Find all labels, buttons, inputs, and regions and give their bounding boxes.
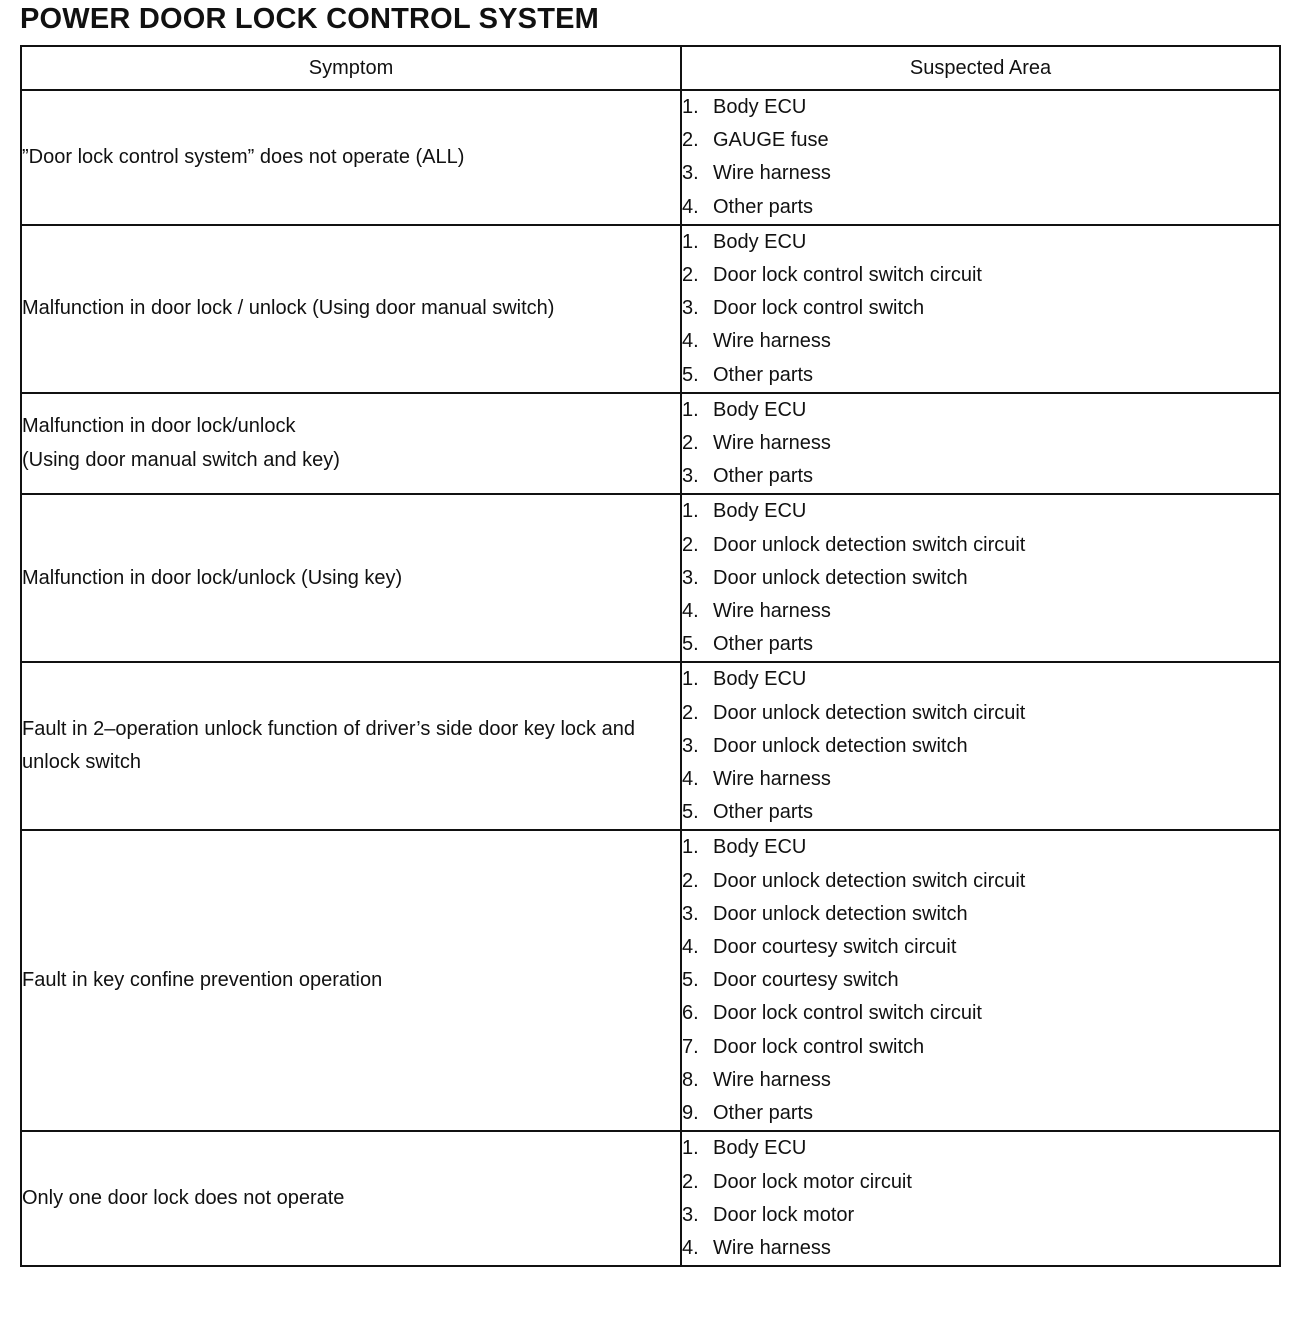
list-item [682, 595, 1279, 628]
list-number: 7. [682, 1035, 699, 1058]
table-row [21, 225, 1280, 393]
table-row [21, 1131, 1280, 1266]
list-number: 3. [682, 162, 699, 185]
list-number: 8. [682, 1068, 699, 1091]
list-item [682, 1166, 1279, 1199]
list-item [682, 157, 1279, 190]
diagnosis-table [20, 45, 1281, 1267]
list-item [682, 495, 1279, 528]
suspected-area-text: Door unlock detection switch [713, 566, 968, 589]
suspected-area-text: Other parts [713, 801, 814, 824]
list-item [682, 730, 1279, 763]
list-item [682, 124, 1279, 157]
list-item [682, 460, 1279, 493]
list-item [682, 562, 1279, 595]
list-number: 4. [682, 195, 699, 218]
suspected-area-list [682, 495, 1279, 661]
list-number: 5. [682, 801, 699, 824]
suspected-area-text: Wire harness [713, 1068, 831, 1091]
list-item [682, 898, 1279, 931]
symptom-text: Fault in key confine prevention operation [22, 969, 383, 992]
table-body [21, 90, 1280, 1266]
list-item [682, 997, 1279, 1030]
list-item [682, 865, 1279, 898]
symptom-text: Malfunction in door lock/unlock (Using key) [22, 566, 403, 589]
table-row [21, 830, 1280, 1131]
table-row [21, 662, 1280, 830]
suspected-area-text: Body ECU [713, 230, 807, 253]
suspected-area-text: Door unlock detection switch [713, 734, 968, 757]
list-item [682, 394, 1279, 427]
suspected-area-text: Door unlock detection switch [713, 902, 968, 925]
list-number: 3. [682, 465, 699, 488]
suspected-area-text: Other parts [713, 363, 814, 386]
symptom-cell [21, 830, 681, 1131]
list-item [682, 1132, 1279, 1165]
list-number: 1. [682, 1137, 699, 1160]
suspected-area-text: Door lock motor [713, 1203, 855, 1226]
symptom-text: Malfunction in door lock / unlock (Using door manual switch) [22, 297, 555, 320]
symptom-cell [21, 90, 681, 225]
suspected-area-text: Wire harness [713, 768, 831, 791]
suspected-area-cell [681, 662, 1280, 830]
suspected-area-text: Door courtesy switch circuit [713, 936, 957, 959]
column-header-suspected-area: Suspected Area [681, 46, 1280, 90]
symptom-cell [21, 225, 681, 393]
symptom-cell [21, 494, 681, 662]
list-number: 4. [682, 768, 699, 791]
list-item [682, 831, 1279, 864]
list-number: 3. [682, 1203, 699, 1226]
list-item [682, 663, 1279, 696]
table-header-row [21, 46, 1280, 90]
list-number: 1. [682, 500, 699, 523]
list-number: 2. [682, 1170, 699, 1193]
suspected-area-text: Wire harness [713, 330, 831, 353]
list-number: 1. [682, 836, 699, 859]
list-number: 2. [682, 869, 699, 892]
suspected-area-list [682, 831, 1279, 1130]
list-item [682, 91, 1279, 124]
list-item [682, 529, 1279, 562]
list-number: 9. [682, 1102, 699, 1125]
suspected-area-cell [681, 494, 1280, 662]
list-number: 1. [682, 668, 699, 691]
suspected-area-text: Wire harness [713, 600, 831, 623]
list-item [682, 628, 1279, 661]
suspected-area-text: Door lock control switch circuit [713, 264, 982, 287]
symptom-text: ”Door lock control system” does not operate (ALL) [22, 145, 465, 168]
table-row [21, 393, 1280, 495]
list-number: 3. [682, 902, 699, 925]
suspected-area-text: Body ECU [713, 668, 807, 691]
suspected-area-text: Wire harness [713, 162, 831, 185]
symptom-text: Only one door lock does not operate [22, 1186, 345, 1209]
list-item [682, 763, 1279, 796]
suspected-area-text: Wire harness [713, 432, 831, 455]
list-item [682, 697, 1279, 730]
suspected-area-cell [681, 90, 1280, 225]
list-number: 3. [682, 297, 699, 320]
suspected-area-list [682, 663, 1279, 829]
list-number: 2. [682, 432, 699, 455]
list-number: 4. [682, 936, 699, 959]
list-item [682, 325, 1279, 358]
table-row [21, 494, 1280, 662]
suspected-area-text: Door unlock detection switch circuit [713, 869, 1026, 892]
list-item [682, 1064, 1279, 1097]
suspected-area-text: Door lock control switch circuit [713, 1002, 982, 1025]
list-number: 6. [682, 1002, 699, 1025]
suspected-area-cell [681, 225, 1280, 393]
list-number: 1. [682, 96, 699, 118]
list-item [682, 931, 1279, 964]
list-item [682, 191, 1279, 224]
suspected-area-list [682, 91, 1279, 224]
suspected-area-cell [681, 1131, 1280, 1266]
symptom-text: Malfunction in door lock/unlock [22, 415, 296, 438]
list-number: 4. [682, 1236, 699, 1259]
list-number: 3. [682, 734, 699, 757]
suspected-area-text: Door courtesy switch [713, 969, 899, 992]
suspected-area-text: Body ECU [713, 1137, 807, 1160]
list-number: 3. [682, 566, 699, 589]
list-number: 4. [682, 330, 699, 353]
symptom-cell [21, 1131, 681, 1266]
symptom-cell [21, 393, 681, 495]
list-number: 1. [682, 230, 699, 253]
suspected-area-text: Other parts [713, 1102, 814, 1125]
list-number: 5. [682, 363, 699, 386]
list-number: 2. [682, 533, 699, 556]
list-item [682, 964, 1279, 997]
table-row [21, 90, 1280, 225]
list-number: 2. [682, 264, 699, 287]
suspected-area-cell [681, 393, 1280, 495]
column-header-symptom: Symptom [21, 46, 681, 90]
suspected-area-cell [681, 830, 1280, 1131]
symptom-text: (Using door manual switch and key) [22, 448, 340, 471]
list-number: 1. [682, 398, 699, 421]
suspected-area-text: Body ECU [713, 500, 807, 523]
list-number: 5. [682, 633, 699, 656]
list-item [682, 359, 1279, 392]
suspected-area-text: Other parts [713, 195, 814, 218]
suspected-area-list [682, 226, 1279, 392]
symptom-text: Fault in 2–operation unlock function of driver’s side door key lock and unlock switch [22, 717, 635, 774]
page-title: POWER DOOR LOCK CONTROL SYSTEM [20, 3, 600, 35]
list-item [682, 292, 1279, 325]
suspected-area-text: Door lock control switch [713, 297, 925, 320]
suspected-area-text: Body ECU [713, 836, 807, 859]
suspected-area-text: Wire harness [713, 1236, 831, 1259]
suspected-area-text: Door lock control switch [713, 1035, 925, 1058]
list-number: 2. [682, 701, 699, 724]
symptom-cell [21, 662, 681, 830]
suspected-area-list [682, 394, 1279, 494]
list-number: 4. [682, 600, 699, 623]
list-item [682, 1097, 1279, 1130]
suspected-area-text: Other parts [713, 633, 814, 656]
list-item [682, 1232, 1279, 1265]
list-number: 5. [682, 969, 699, 992]
list-item [682, 427, 1279, 460]
suspected-area-text: Other parts [713, 465, 814, 488]
suspected-area-list [682, 1132, 1279, 1265]
suspected-area-text: GAUGE fuse [713, 129, 829, 152]
suspected-area-text: Door unlock detection switch circuit [713, 533, 1026, 556]
list-number: 2. [682, 129, 699, 152]
suspected-area-text: Body ECU [713, 96, 807, 118]
suspected-area-text: Body ECU [713, 398, 807, 421]
list-item [682, 226, 1279, 259]
list-item [682, 1031, 1279, 1064]
list-item [682, 1199, 1279, 1232]
suspected-area-text: Door unlock detection switch circuit [713, 701, 1026, 724]
suspected-area-text: Door lock motor circuit [713, 1170, 912, 1193]
list-item [682, 259, 1279, 292]
list-item [682, 796, 1279, 829]
